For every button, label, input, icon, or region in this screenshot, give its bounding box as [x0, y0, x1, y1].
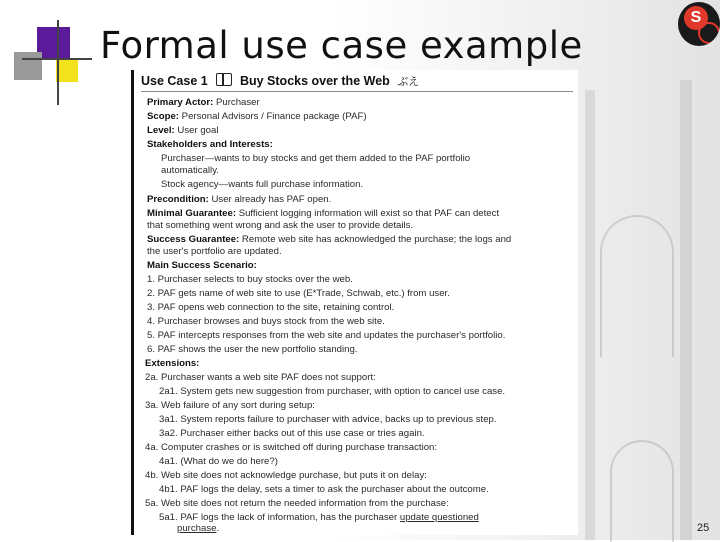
doc-line: Main Success Scenario:	[147, 260, 257, 271]
use-case-title: Buy Stocks over the Web	[239, 74, 390, 88]
doc-line: 4b1. PAF logs the delay, sets a timer to ask the purchaser about the outcome.	[159, 484, 489, 495]
doc-line: 5a1. PAF logs the lack of information, has the purchaser update questioned	[159, 512, 479, 523]
logo-ring	[698, 22, 720, 44]
corner-logo-icon	[678, 2, 720, 46]
handwritten-mark: ぶえ	[397, 76, 420, 88]
doc-line: Primary Actor: Purchaser	[147, 97, 260, 108]
underlined-phrase: purchase	[177, 523, 217, 534]
doc-line: 2a1. System gets new suggestion from purchaser, with option to cancel use case.	[159, 386, 506, 397]
doc-line: 3. PAF opens web connection to the site, retaining control.	[147, 302, 395, 313]
doc-line: Precondition: User already has PAF open.	[147, 194, 332, 205]
background-column	[585, 90, 595, 540]
doc-line: 3a1. System reports failure to purchaser with advice, backs up to previous step.	[159, 414, 497, 425]
background-column	[680, 80, 692, 540]
background-arch	[600, 215, 674, 357]
doc-line: 5a. Web site does not return the needed information from the purchase:	[145, 498, 449, 509]
use-case-header	[141, 73, 419, 89]
document-left-edge	[131, 70, 134, 535]
doc-line: Success Guarantee: Remote web site has acknowledged the purchase; the logs and	[147, 234, 512, 245]
doc-line: purchase.	[177, 523, 220, 534]
doc-line: 2. PAF gets name of web site to use (E*Trade, Schwab, etc.) from user.	[147, 288, 450, 299]
doc-line: Stakeholders and Interests:	[147, 139, 273, 150]
page-number: 25	[697, 522, 710, 534]
doc-line: 4a. Computer crashes or is switched off during purchase transaction:	[145, 442, 438, 453]
logo-square-yellow	[56, 60, 78, 82]
slide-title: Formal use case example	[100, 24, 583, 67]
logo-line-vertical	[57, 20, 59, 105]
doc-line: automatically.	[161, 165, 219, 176]
background-arch	[610, 440, 674, 542]
doc-line: 2a. Purchaser wants a web site PAF does not support:	[145, 372, 376, 383]
book-icon	[216, 73, 232, 86]
doc-line: 3a. Web failure of any sort during setup:	[145, 400, 315, 411]
doc-line: 4b. Web site does not acknowledge purchase, but puts it on delay:	[145, 470, 427, 481]
logo-s-mark: S	[684, 6, 708, 30]
doc-line: 1. Purchaser selects to buy stocks over the web.	[147, 274, 353, 285]
doc-line: the user's portfolio are updated.	[147, 246, 282, 257]
doc-line: Extensions:	[145, 358, 200, 369]
doc-line: 6. PAF shows the user the new portfolio standing.	[147, 344, 358, 355]
doc-line: Minimal Guarantee: Sufficient logging information will exist so that PAF can detect	[147, 208, 500, 219]
header-rule	[141, 91, 573, 92]
logo-square-gray	[14, 52, 42, 80]
doc-line: that something went wrong and ask the user to provide details.	[147, 220, 414, 231]
doc-line: 4. Purchaser browses and buys stock from the web site.	[147, 316, 385, 327]
underlined-phrase: update questioned	[399, 512, 479, 523]
doc-line: Scope: Personal Advisors / Finance package (PAF)	[147, 111, 367, 122]
doc-line: 5. PAF intercepts responses from the web site and updates the purchaser's portfolio.	[147, 330, 506, 341]
doc-line: 3a2. Purchaser either backs out of this use case or tries again.	[159, 428, 425, 439]
doc-line: Purchaser—wants to buy stocks and get them added to the PAF portfolio	[161, 153, 471, 164]
doc-line: 4a1. (What do we do here?)	[159, 456, 278, 467]
doc-line: Level: User goal	[147, 125, 219, 136]
use-case-label: Use Case 1	[141, 74, 208, 88]
doc-line: Stock agency—wants full purchase information.	[161, 179, 364, 190]
